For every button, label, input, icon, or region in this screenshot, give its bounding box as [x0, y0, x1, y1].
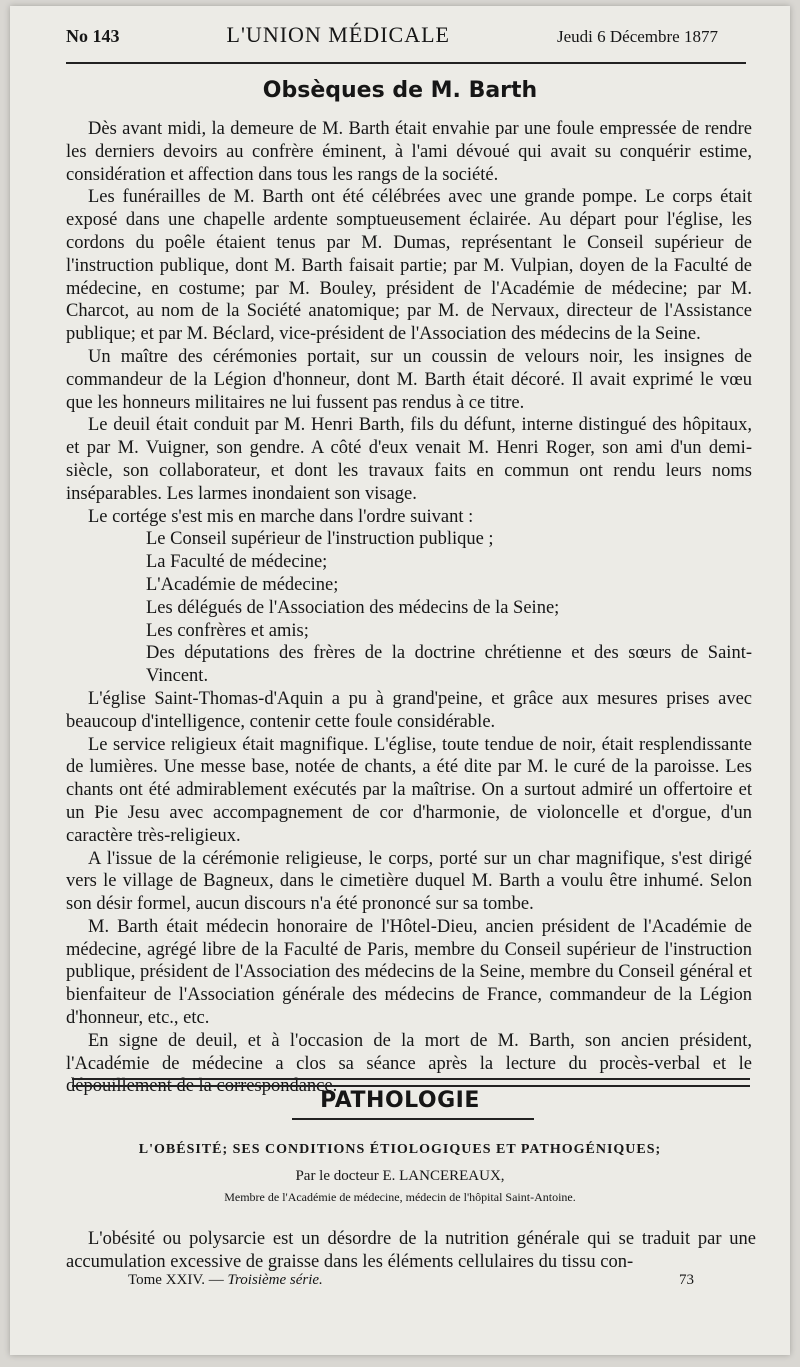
paragraph: A l'issue de la cérémonie religieuse, le corps, porté sur un char magnifique, s'est dirigé vers le village de Bagneux, dans le cimetière duquel M. Barth a voulu être inhumé. Selon son désir formel, aucun discours n'a été prononcé sur sa tombe.: [66, 848, 752, 915]
paragraph: Le service religieux était magnifique. L'église, toute tendue de noir, était resplendissante de lumières. Une messe base, notée de chants, a été dite par M. le curé de la paroisse. Les chants ont été admirablement exécutés par la maîtrise. On a surtout admiré un offertoire et un Pie Jesu avec accompagnement de cor d'harmonie, de violoncelle et d'orgue, d'un caractère très-religieux.: [66, 734, 752, 846]
page-header: [66, 22, 718, 54]
journal-title: L'UNION MÉDICALE: [226, 22, 450, 47]
issue-date: Jeudi 6 Décembre 1877: [557, 27, 718, 46]
list-item: Des députations des frères de la doctrine chrétienne et des sœurs de Saint-Vincent.: [146, 643, 752, 687]
author-affiliation: Membre de l'Académie de médecine, médecin de l'hôpital Saint-Antoine.: [224, 1190, 576, 1204]
paragraph: L'obésité ou polysarcie est un désordre de la nutrition générale qui se traduit par une accumulation excessive de graisse dans les éléments cellulaires du tissu con-: [66, 1229, 756, 1272]
serie-label: Troisième série.: [227, 1272, 323, 1288]
paragraph: En signe de deuil, et à l'occasion de la mort de M. Barth, son ancien président, l'Académie de médecine a clos sa séance après la lecture du procès-verbal et le dépouillement de la correspondance.: [66, 1030, 752, 1097]
list-item: La Faculté de médecine;: [146, 552, 328, 573]
procession-list: [66, 528, 752, 688]
heading-rule: [292, 1118, 534, 1120]
page-number: 73: [679, 1272, 694, 1288]
list-item: Le Conseil supérieur de l'instruction publique ;: [146, 529, 494, 550]
header-rule: [66, 62, 746, 64]
tome-label: Tome XXIV. —: [128, 1272, 224, 1288]
page-footer: [128, 1272, 694, 1289]
paragraph: L'église Saint-Thomas-d'Aquin a pu à grand'peine, et grâce aux mesures prises avec beaucoup d'intelligence, contenir cette foule considérable.: [66, 688, 752, 732]
article-body: [66, 118, 752, 1098]
list-item: Les délégués de l'Association des médecins de la Seine;: [146, 597, 560, 618]
tome-info: [128, 1272, 323, 1289]
pathologie-heading: PATHOLOGIE: [320, 1088, 480, 1113]
paragraph: Un maître des cérémonies portait, sur un coussin de velours noir, les insignes de commandeur de la Légion d'honneur, dont M. Barth était décoré. Il avait exprimé le vœu que les honneurs militaires ne lui fussent pas rendus à ce titre.: [66, 346, 752, 413]
author-line: Par le docteur E. LANCEREAUX,: [295, 1168, 505, 1184]
section-title: Obsèques de M. Barth: [262, 78, 538, 103]
paragraph: Le deuil était conduit par M. Henri Barth, fils du défunt, interne distingué des hôpitaux, et par M. Vuigner, son gendre. A côté d'eux venait M. Henri Roger, son ami d'un demi-siècle, son collaborateur, et dont les travaux faits en commun ont rendu leurs noms inséparables. Les larmes inondaient son visage.: [66, 415, 752, 504]
pathologie-body: [66, 1228, 756, 1274]
paragraph: Les funérailles de M. Barth ont été célébrées avec une grande pompe. Le corps était exposé dans une chapelle ardente somptueusement éclairée. Au départ pour l'église, les cordons du poêle étaient tenus par M. Dumas, représentant le Conseil supérieur de l'instruction publique, dont M. Barth faisait partie; par M. Vulpian, doyen de la Faculté de médecine, en costume; par M. Bouley, président de l'Académie de médecine; par M. Charcot, au nom de la Société anatomique; par M. de Nervaux, directeur de l'Assistance publique; et par M. Béclard, vice-président de l'Association des médecins de la Seine.: [66, 187, 752, 345]
paragraph: Le cortége s'est mis en marche dans l'ordre suivant :: [88, 506, 474, 527]
paragraph: Dès avant midi, la demeure de M. Barth était envahie par une foule empressée de rendre les derniers devoirs au confrère éminent, à l'ami dévoué qui avait su conquérir estime, considération et affection dans tous les rangs de la société.: [66, 119, 752, 185]
article-subtitle: L'OBÉSITÉ; SES CONDITIONS ÉTIOLOGIQUES ET PATHOGÉNIQUES;: [138, 1142, 662, 1157]
list-item: Les confrères et amis;: [146, 620, 309, 641]
list-item: L'Académie de médecine;: [146, 574, 339, 595]
journal-page: [10, 6, 790, 1355]
issue-number: No 143: [66, 26, 120, 46]
paragraph: M. Barth était médecin honoraire de l'Hôtel-Dieu, ancien président de l'Académie de médecine, agrégé libre de la Faculté de Paris, membre du Conseil supérieur de l'instruction publique, président de l'Association des médecins de la Seine, membre du Conseil général et bienfaiteur de l'Association générale des médecins de France, commandeur de la Légion d'honneur, etc., etc.: [66, 916, 752, 1029]
section-divider: [72, 1078, 750, 1087]
